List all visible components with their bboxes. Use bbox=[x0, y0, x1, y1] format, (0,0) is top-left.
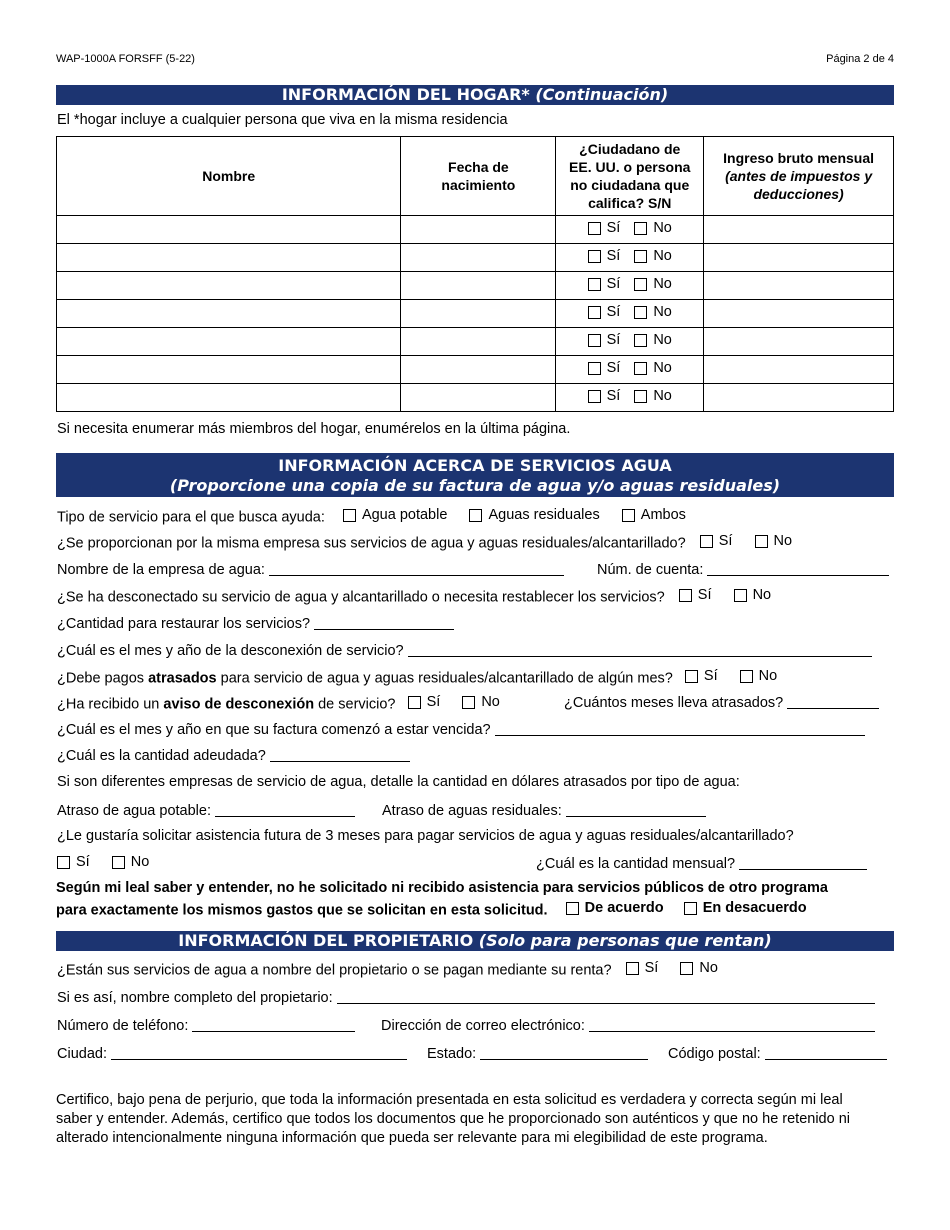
name-cell[interactable] bbox=[57, 300, 401, 328]
income-cell[interactable] bbox=[704, 356, 894, 384]
name-cell[interactable] bbox=[57, 216, 401, 244]
col-citizen-line1: ¿Ciudadano de bbox=[579, 141, 681, 157]
email-field[interactable] bbox=[589, 1017, 875, 1032]
checkbox[interactable] bbox=[57, 856, 70, 869]
residual-arrears-field[interactable] bbox=[566, 802, 706, 817]
household-row bbox=[57, 216, 894, 244]
disconnected-row bbox=[57, 587, 771, 606]
months-behind-field[interactable] bbox=[787, 694, 879, 709]
potable-arrears-field[interactable] bbox=[215, 802, 355, 817]
yes-label: Sí bbox=[606, 332, 621, 349]
yes-option[interactable] bbox=[588, 304, 621, 320]
citizen-cell bbox=[556, 300, 704, 328]
arrears-question-1: ¿Debe pagos bbox=[57, 670, 149, 687]
restore-amount-field[interactable] bbox=[314, 615, 454, 630]
landlord-title-text: INFORMACIÓN DEL PROPIETARIO bbox=[178, 931, 474, 950]
opt-potable[interactable] bbox=[343, 507, 447, 523]
no-label: No bbox=[481, 694, 500, 710]
no-label: No bbox=[130, 854, 150, 870]
checkbox[interactable] bbox=[685, 670, 698, 683]
months-behind-row bbox=[564, 694, 879, 711]
checkbox[interactable] bbox=[634, 362, 647, 375]
yes-option[interactable] bbox=[588, 220, 621, 236]
yes-label: Sí bbox=[718, 533, 733, 549]
checkbox[interactable] bbox=[588, 362, 601, 375]
checkbox[interactable] bbox=[700, 535, 713, 548]
form-id: WAP-1000A FORSFF (5-22) bbox=[56, 53, 195, 65]
no-option[interactable] bbox=[740, 668, 778, 684]
household-header-row bbox=[57, 137, 894, 216]
opt-potable-label: Agua potable bbox=[361, 507, 448, 523]
checkbox[interactable] bbox=[634, 278, 647, 291]
opt-both[interactable] bbox=[622, 507, 686, 523]
owner-name-question: ¿Están sus servicios de agua a nombre del propietario o se pagan mediante su renta? bbox=[57, 962, 612, 979]
notice-question-bold: aviso de desconexión bbox=[163, 696, 315, 713]
checkbox[interactable] bbox=[566, 902, 579, 915]
no-label: No bbox=[653, 332, 672, 349]
dob-cell[interactable] bbox=[401, 384, 556, 412]
checkbox[interactable] bbox=[680, 962, 693, 975]
opt-residual[interactable] bbox=[469, 507, 599, 523]
phone-label: Número de teléfono: bbox=[57, 1018, 189, 1034]
months-behind-question: ¿Cuántos meses lleva atrasados? bbox=[564, 695, 784, 711]
yes-option[interactable] bbox=[588, 332, 621, 348]
income-cell[interactable] bbox=[704, 216, 894, 244]
state-field[interactable] bbox=[480, 1045, 648, 1060]
yes-option[interactable] bbox=[679, 587, 712, 603]
checkbox[interactable] bbox=[588, 306, 601, 319]
checkbox[interactable] bbox=[622, 509, 635, 522]
checkbox[interactable] bbox=[112, 856, 125, 869]
state-label: Estado: bbox=[427, 1046, 477, 1062]
col-income bbox=[704, 137, 894, 216]
disconnect-date-field[interactable] bbox=[408, 642, 872, 657]
dob-cell[interactable] bbox=[401, 244, 556, 272]
yes-label: Sí bbox=[606, 304, 621, 321]
no-label: No bbox=[653, 220, 672, 237]
service-type-question: Tipo de servicio para el que busca ayuda: bbox=[57, 509, 325, 526]
yes-label: Sí bbox=[697, 587, 712, 603]
notice-question-1: ¿Ha recibido un bbox=[57, 696, 164, 713]
no-option[interactable] bbox=[112, 854, 150, 870]
checkbox[interactable] bbox=[626, 962, 639, 975]
yes-option[interactable] bbox=[408, 694, 441, 710]
water-section-title bbox=[56, 453, 894, 497]
attest-line-1: Según mi leal saber y entender, no he solicitado ni recibido asistencia para servicios públicos de otro programa bbox=[56, 880, 828, 896]
yes-label: Sí bbox=[606, 220, 621, 237]
zip-row bbox=[668, 1045, 887, 1062]
no-label: No bbox=[773, 533, 793, 549]
no-option[interactable] bbox=[755, 533, 793, 549]
yes-option[interactable] bbox=[588, 388, 621, 404]
yes-label: Sí bbox=[426, 694, 441, 710]
monthly-amount-question: ¿Cuál es la cantidad mensual? bbox=[536, 856, 736, 872]
owner-full-name-label: Si es así, nombre completo del propietario: bbox=[57, 990, 333, 1006]
disconnect-date-row bbox=[57, 642, 872, 659]
name-cell[interactable] bbox=[57, 328, 401, 356]
email-label: Dirección de correo electrónico: bbox=[381, 1018, 585, 1034]
arrears-question-bold: atrasados bbox=[148, 670, 217, 687]
no-option[interactable] bbox=[462, 694, 500, 710]
city-row bbox=[57, 1045, 407, 1062]
water-title-text: INFORMACIÓN ACERCA DE SERVICIOS AGUA bbox=[278, 456, 672, 475]
company-name-field[interactable] bbox=[269, 561, 564, 576]
citizen-cell bbox=[556, 384, 704, 412]
checkbox[interactable] bbox=[740, 670, 753, 683]
landlord-title-italic: (Solo para personas que rentan) bbox=[478, 931, 772, 950]
no-option[interactable] bbox=[634, 332, 672, 348]
household-row bbox=[57, 300, 894, 328]
opt-residual-label: Aguas residuales bbox=[488, 507, 600, 523]
potable-arrears-row bbox=[57, 802, 355, 819]
attest-line-2-text: para exactamente los mismos gastos que se solicitan en esta solicitud. bbox=[56, 902, 548, 919]
yes-label: Sí bbox=[606, 360, 621, 377]
citizen-cell bbox=[556, 216, 704, 244]
checkbox[interactable] bbox=[634, 334, 647, 347]
checkbox[interactable] bbox=[588, 222, 601, 235]
name-cell[interactable] bbox=[57, 384, 401, 412]
checkbox[interactable] bbox=[634, 306, 647, 319]
name-cell[interactable] bbox=[57, 356, 401, 384]
name-cell[interactable] bbox=[57, 244, 401, 272]
dob-cell[interactable] bbox=[401, 216, 556, 244]
city-field[interactable] bbox=[111, 1045, 407, 1060]
checkbox[interactable] bbox=[634, 390, 647, 403]
future-options bbox=[57, 854, 149, 873]
yes-option[interactable] bbox=[57, 854, 90, 870]
disconnect-date-question: ¿Cuál es el mes y año de la desconexión de servicio? bbox=[57, 643, 404, 659]
yes-option[interactable] bbox=[700, 533, 733, 549]
potable-arrears-label: Atraso de agua potable: bbox=[57, 803, 211, 819]
amount-owed-question: ¿Cuál es la cantidad adeudada? bbox=[57, 748, 266, 764]
arrears-question-2: para servicio de agua y aguas residuales/alcantarillado de algún mes? bbox=[216, 670, 673, 687]
household-title-text: INFORMACIÓN DEL HOGAR* bbox=[281, 85, 530, 104]
household-row bbox=[57, 272, 894, 300]
no-option[interactable] bbox=[634, 220, 672, 236]
yes-option[interactable] bbox=[588, 248, 621, 264]
dob-cell[interactable] bbox=[401, 328, 556, 356]
dob-cell[interactable] bbox=[401, 272, 556, 300]
checkbox[interactable] bbox=[734, 589, 747, 602]
no-option[interactable] bbox=[634, 304, 672, 320]
owner-name-row bbox=[57, 960, 718, 979]
owner-full-name-field[interactable] bbox=[337, 989, 875, 1004]
future-question: ¿Le gustaría solicitar asistencia futura de 3 meses para pagar servicios de agua y aguas residuales/alcantarillado? bbox=[57, 828, 794, 844]
overdue-date-field[interactable] bbox=[495, 721, 865, 736]
checkbox[interactable] bbox=[755, 535, 768, 548]
no-option[interactable] bbox=[634, 360, 672, 376]
col-dob-line2: nacimiento bbox=[441, 177, 516, 193]
income-cell[interactable] bbox=[704, 272, 894, 300]
account-row bbox=[597, 561, 889, 578]
disagree-option[interactable] bbox=[684, 900, 807, 916]
water-subtitle-text: (Proporcione una copia de su factura de agua y/o aguas residuales) bbox=[169, 476, 781, 495]
no-label: No bbox=[653, 388, 672, 405]
page-number: Página 2 de 4 bbox=[826, 53, 894, 65]
no-option[interactable] bbox=[634, 248, 672, 264]
no-label: No bbox=[758, 668, 778, 684]
restore-amount-row bbox=[57, 615, 454, 632]
disagree-label: En desacuerdo bbox=[702, 900, 807, 916]
disconnected-question: ¿Se ha desconectado su servicio de agua y alcantarillado o necesita restablecer los servicios? bbox=[57, 589, 665, 606]
yes-label: Sí bbox=[76, 854, 90, 870]
account-label: Núm. de cuenta: bbox=[597, 562, 704, 578]
household-title-italic: (Continuación) bbox=[535, 85, 669, 104]
arrears-row bbox=[57, 668, 777, 687]
yes-option[interactable] bbox=[685, 668, 718, 684]
notice-row bbox=[57, 694, 500, 713]
no-option[interactable] bbox=[680, 960, 718, 976]
citizen-cell bbox=[556, 244, 704, 272]
checkbox[interactable] bbox=[679, 589, 692, 602]
company-name-row bbox=[57, 561, 564, 578]
no-label: No bbox=[699, 960, 718, 976]
col-income-line1: Ingreso bruto mensual bbox=[723, 150, 875, 166]
household-row bbox=[57, 328, 894, 356]
checkbox[interactable] bbox=[634, 222, 647, 235]
checkbox[interactable] bbox=[469, 509, 482, 522]
monthly-amount-row bbox=[536, 855, 867, 872]
dob-cell[interactable] bbox=[401, 300, 556, 328]
dob-cell[interactable] bbox=[401, 356, 556, 384]
col-citizen-line2: EE. UU. o persona bbox=[569, 159, 691, 175]
col-citizen bbox=[556, 137, 704, 216]
phone-row bbox=[57, 1017, 355, 1034]
diff-companies-note: Si son diferentes empresas de servicio de agua, detalle la cantidad en dólares atrasados por tipo de agua: bbox=[57, 774, 740, 790]
household-row bbox=[57, 384, 894, 412]
household-row bbox=[57, 244, 894, 272]
no-option[interactable] bbox=[634, 276, 672, 292]
col-citizen-line4: califica? S/N bbox=[588, 195, 672, 211]
income-cell[interactable] bbox=[704, 328, 894, 356]
same-company-row bbox=[57, 533, 792, 552]
no-label: No bbox=[653, 276, 672, 293]
notice-question-2: de servicio? bbox=[314, 696, 396, 713]
income-cell[interactable] bbox=[704, 244, 894, 272]
income-cell[interactable] bbox=[704, 384, 894, 412]
attest-line-2 bbox=[56, 900, 807, 919]
col-income-line2: (antes de impuestos y bbox=[725, 168, 873, 184]
yes-label: Sí bbox=[606, 276, 621, 293]
name-cell[interactable] bbox=[57, 272, 401, 300]
checkbox[interactable] bbox=[588, 390, 601, 403]
no-option[interactable] bbox=[634, 388, 672, 404]
zip-label: Código postal: bbox=[668, 1046, 761, 1062]
household-more-note: Si necesita enumerar más miembros del hogar, enumérelos en la última página. bbox=[57, 421, 571, 437]
state-row bbox=[427, 1045, 648, 1062]
agree-option[interactable] bbox=[566, 900, 664, 916]
no-label: No bbox=[653, 304, 672, 321]
yes-label: Sí bbox=[644, 960, 659, 976]
phone-field[interactable] bbox=[192, 1017, 355, 1032]
household-row bbox=[57, 356, 894, 384]
checkbox[interactable] bbox=[684, 902, 697, 915]
checkbox[interactable] bbox=[408, 696, 421, 709]
income-cell[interactable] bbox=[704, 300, 894, 328]
no-label: No bbox=[653, 248, 672, 265]
account-field[interactable] bbox=[707, 561, 889, 576]
no-option[interactable] bbox=[734, 587, 772, 603]
col-citizen-line3: no ciudadana que bbox=[570, 177, 690, 193]
overdue-date-row bbox=[57, 721, 865, 738]
no-label: No bbox=[653, 360, 672, 377]
amount-owed-field[interactable] bbox=[270, 747, 410, 762]
citizen-cell bbox=[556, 272, 704, 300]
household-table bbox=[56, 136, 894, 412]
owner-full-name-row bbox=[57, 989, 875, 1006]
yes-label: Sí bbox=[606, 248, 621, 265]
monthly-amount-field[interactable] bbox=[739, 855, 867, 870]
household-note: El *hogar incluye a cualquier persona que viva en la misma residencia bbox=[57, 112, 508, 128]
checkbox[interactable] bbox=[588, 278, 601, 291]
yes-option[interactable] bbox=[588, 276, 621, 292]
col-dob bbox=[401, 137, 556, 216]
company-name-label: Nombre de la empresa de agua: bbox=[57, 562, 265, 578]
col-name: Nombre bbox=[57, 137, 401, 216]
col-income-line3: deducciones) bbox=[753, 186, 844, 202]
col-dob-line1: Fecha de bbox=[448, 159, 509, 175]
amount-owed-row bbox=[57, 747, 410, 764]
residual-arrears-row bbox=[382, 802, 706, 819]
certification-text: Certifico, bajo pena de perjurio, que toda la información presentada en esta solicitud es verdadera y correcta según mi leal saber y entender. Además, certifico que todos los documentos que he proporcionado son auténticos y que no he retenido ni alterado intencionalmente ninguna información que pueda ser relevante para mi elegibilidad de este programa. bbox=[56, 1092, 850, 1146]
checkbox[interactable] bbox=[634, 250, 647, 263]
agree-label: De acuerdo bbox=[584, 900, 664, 916]
residual-arrears-label: Atraso de aguas residuales: bbox=[382, 803, 562, 819]
yes-label: Sí bbox=[703, 668, 718, 684]
overdue-date-question: ¿Cuál es el mes y año en que su factura comenzó a estar vencida? bbox=[57, 722, 491, 738]
citizen-cell bbox=[556, 328, 704, 356]
checkbox[interactable] bbox=[462, 696, 475, 709]
checkbox[interactable] bbox=[588, 334, 601, 347]
checkbox[interactable] bbox=[588, 250, 601, 263]
yes-label: Sí bbox=[606, 388, 621, 405]
yes-option[interactable] bbox=[626, 960, 659, 976]
opt-both-label: Ambos bbox=[640, 507, 686, 523]
citizen-cell bbox=[556, 356, 704, 384]
city-label: Ciudad: bbox=[57, 1046, 107, 1062]
household-section-title bbox=[56, 85, 894, 105]
restore-amount-question: ¿Cantidad para restaurar los servicios? bbox=[57, 616, 311, 632]
yes-option[interactable] bbox=[588, 360, 621, 376]
email-row bbox=[381, 1017, 875, 1034]
service-type-row bbox=[57, 507, 686, 526]
no-label: No bbox=[752, 587, 772, 603]
same-company-question: ¿Se proporcionan por la misma empresa sus servicios de agua y aguas residuales/alcantarillado? bbox=[57, 535, 686, 552]
checkbox[interactable] bbox=[343, 509, 356, 522]
landlord-section-title bbox=[56, 931, 894, 951]
zip-field[interactable] bbox=[765, 1045, 887, 1060]
